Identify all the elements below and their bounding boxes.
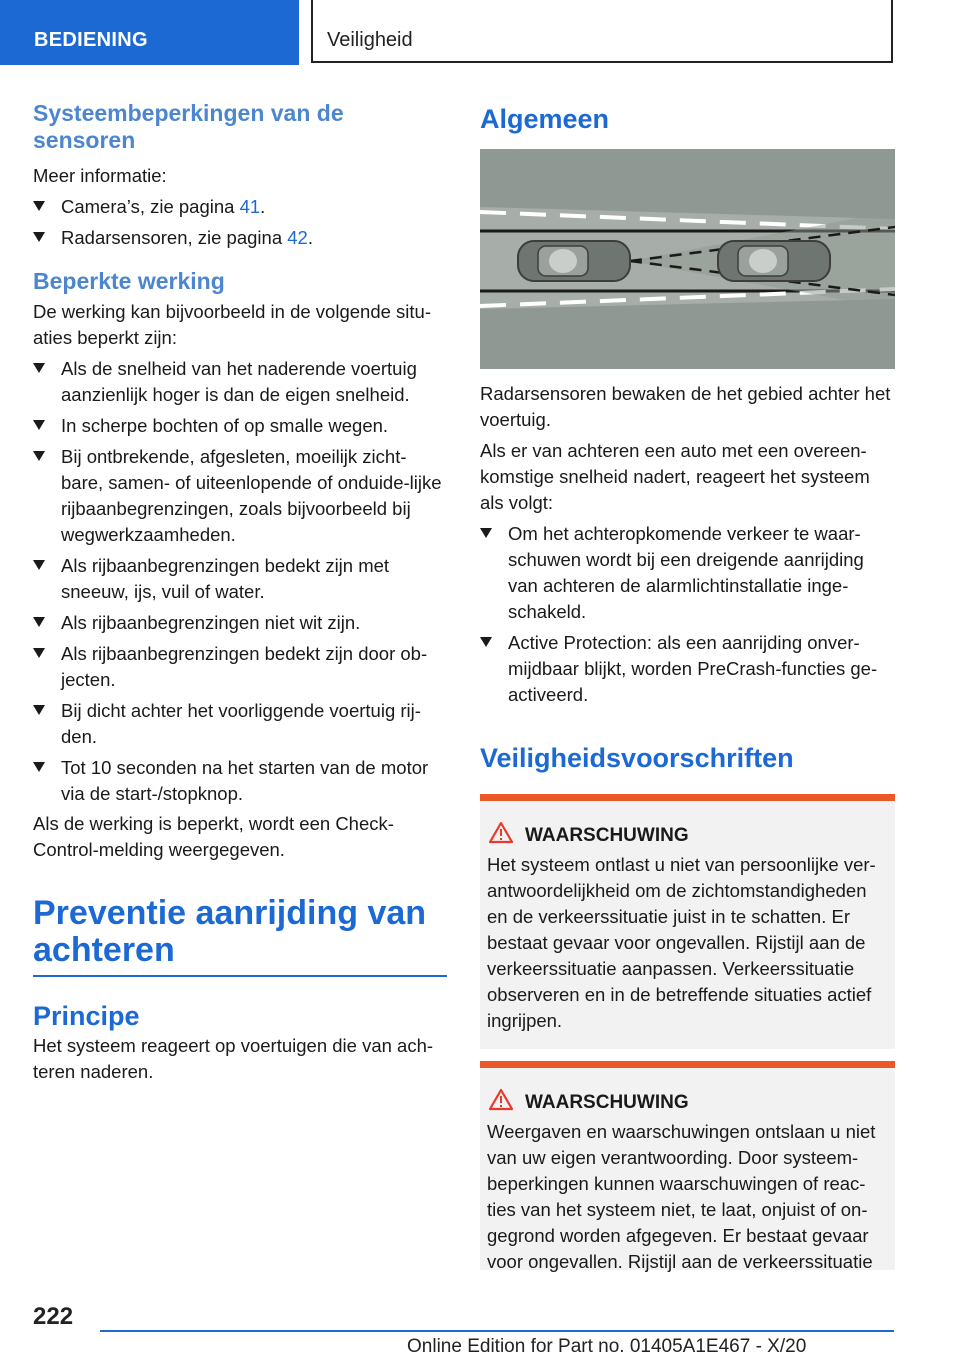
list-item: In scherpe bochten of op smalle wegen. <box>33 413 447 439</box>
principle-text: Het systeem reageert op voertuigen die van ach-teren naderen. <box>33 1035 434 1082</box>
rear-car <box>518 241 630 281</box>
left-column <box>33 100 447 1085</box>
list-item: Tot 10 seconden na het starten van de motor via de start-/stopknop. <box>33 755 447 807</box>
list-item: Als rijbaanbegrenzingen bedekt zijn met sneeuw, ijs, vuil of water. <box>33 553 447 605</box>
heading-underline <box>33 975 447 977</box>
general-p1: Radarsensoren bewaken de het gebied achter het voertuig. <box>480 383 891 430</box>
warning-triangle-icon <box>488 1088 514 1111</box>
sensors-heading: Systeembeperkingen van de sensoren <box>33 100 344 153</box>
safety-heading: Veiligheidsvoorschriften <box>480 743 794 773</box>
warning-label: WAARSCHUWING <box>525 1092 689 1113</box>
list-item: Bij dicht achter het voorliggende voertuig rij-den. <box>33 698 447 750</box>
more-info-text: Meer informatie: <box>33 165 167 186</box>
page-link-42[interactable]: 42 <box>287 227 308 248</box>
limited-intro: De werking kan bijvoorbeeld in de volgende situ-aties beperkt zijn: <box>33 301 431 348</box>
section-label: BEDIENING <box>34 29 148 51</box>
list-item: Radarsensoren, zie pagina 42. <box>33 225 447 251</box>
warning-heading <box>480 823 895 849</box>
chapter-label: Veiligheid <box>327 29 413 51</box>
main-heading: Preventie aanrijding van achteren <box>33 894 427 969</box>
list-item: Bij ontbrekende, afgesleten, moeilijk zicht-bare, samen- of uiteenlopende of onduide-lijke rijbaanbegrenzingen, zoals bijvoorbeeld bij wegwerkzaamheden. <box>33 444 447 548</box>
list-item: Active Protection: als een aanrijding onver-mijdbaar blijkt, worden PreCrash-functies ge-activeerd. <box>480 630 895 708</box>
list-item: Als de snelheid van het naderende voertuig aanzienlijk hoger is dan de eigen snelheid. <box>33 356 447 408</box>
principle-heading: Principe <box>33 1001 140 1031</box>
warning-heading <box>480 1090 895 1116</box>
rear-collision-illustration <box>480 149 895 369</box>
edition-text: Online Edition for Part no. 01405A1E467 - X/20 <box>407 1336 807 1357</box>
warning-label: WAARSCHUWING <box>525 825 689 846</box>
footer-rule <box>100 1330 894 1332</box>
chapter-tab <box>311 0 893 63</box>
limited-heading: Beperkte werking <box>33 268 225 294</box>
general-heading: Algemeen <box>480 104 610 134</box>
general-list <box>480 521 895 708</box>
section-tab <box>0 0 299 65</box>
warning-triangle-icon <box>488 821 514 844</box>
general-p2: Als er van achteren een auto met een overeen-komstige snelheid nadert, reageert het systeem als volgt: <box>480 440 870 513</box>
limited-outro: Als de werking is beperkt, wordt een Check-Control-melding weergegeven. <box>33 813 394 860</box>
list-item: Camera’s, zie pagina 41. <box>33 194 447 220</box>
list-item: Als rijbaanbegrenzingen niet wit zijn. <box>33 610 447 636</box>
limited-list <box>33 356 447 807</box>
list-item: Om het achteropkomende verkeer te waar-schuwen wordt bij een dreigende aanrijding van achteren de alarmlichtinstallatie inge-schakeld. <box>480 521 895 625</box>
warning-text: Weergaven en waarschuwingen ontslaan u niet van uw eigen verantwoording. Door systeem-beperkingen kunnen waarschuwingen of reac-ties van het systeem niet, te laat, onjuist of on-gegrond worden afgegeven. Er bestaat gevaar voor ongevallen. Rijstijl aan de verkeerssituatie <box>487 1121 876 1272</box>
list-item: Als rijbaanbegrenzingen bedekt zijn door ob-jecten. <box>33 641 447 693</box>
page-link-41[interactable]: 41 <box>239 196 261 217</box>
right-column <box>480 100 895 1270</box>
front-car <box>718 241 830 281</box>
warning-bar <box>480 794 895 801</box>
warning-box-1 <box>480 794 895 1049</box>
warning-box-2 <box>480 1061 895 1270</box>
road-diagram <box>480 149 895 369</box>
page-number: 222 <box>33 1303 74 1330</box>
warning-text: Het systeem ontlast u niet van persoonlijke ver-antwoordelijkheid om de zichtomstandigheden en de verkeerssituatie juist in te schatten. Er bestaat gevaar voor ongevallen. Rijstijl aan de verkeerssituatie aanpassen. Verkeerssituatie observeren en in de betreffende situaties actief ingrijpen. <box>487 854 876 1031</box>
sensors-list <box>33 194 447 251</box>
warning-bar <box>480 1061 895 1068</box>
